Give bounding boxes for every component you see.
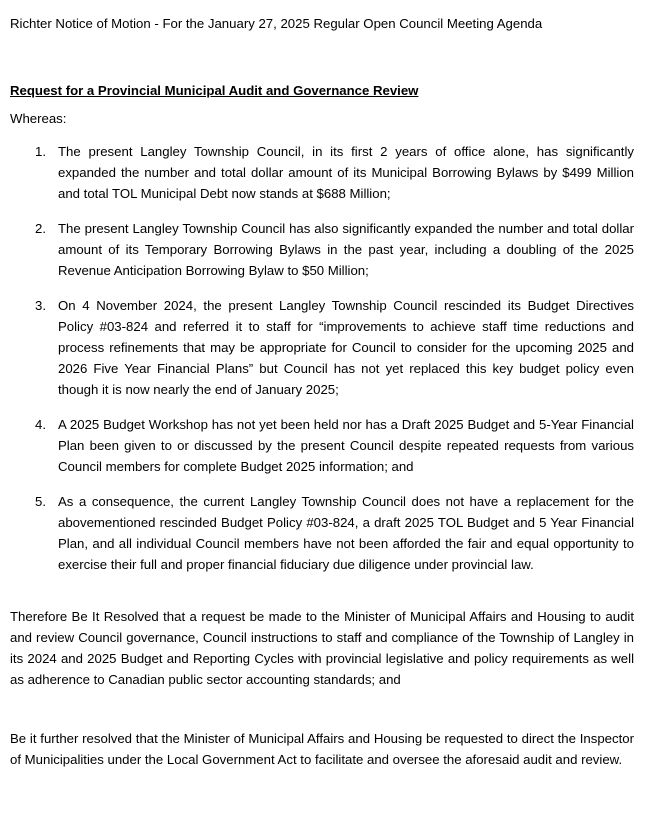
whereas-clause-1 [35, 141, 634, 204]
whereas-clause-2 [35, 218, 634, 281]
whereas-clause-5 [35, 491, 634, 575]
resolution-further-paragraph: Be it further resolved that the Minister of Municipal Affairs and Housing be requested to direct the Inspector of Municipalities under the Local Government Act to facilitate and oversee the aforesaid audit and review. [10, 731, 634, 767]
clause-number: 4. [35, 417, 46, 432]
clause-text: The present Langley Township Council has also significantly expanded the number and total dollar amount of its Temporary Borrowing Bylaws in the past year, including a doubling of the 2025 Revenue Anticipation Borrowing Bylaw to $50 Million; [58, 221, 634, 278]
clause-number: 1. [35, 144, 46, 159]
whereas-label: Whereas: [10, 111, 67, 126]
clause-text: The present Langley Township Council, in its first 2 years of office alone, has significantly expanded the number and total dollar amount of its Municipal Borrowing Bylaws by $499 Million and total TOL Municipal Debt now stands at $688 Million; [58, 144, 634, 201]
section-heading: Request for a Provincial Municipal Audit and Governance Review [10, 83, 419, 98]
document-title: Richter Notice of Motion - For the January 27, 2025 Regular Open Council Meeting Agenda [10, 16, 543, 31]
clause-text: On 4 November 2024, the present Langley Township Council rescinded its Budget Directives Policy #03-824 and referred it to staff for “improvements to achieve staff time reductions and process refinements that may be appropriate for Council to consider for the upcoming 2025 and 2026 Five Year Financial Plans” but Council has not yet replaced this key budget policy even though it is now nearly the end of January 2025; [58, 298, 634, 397]
clause-text: A 2025 Budget Workshop has not yet been held nor has a Draft 2025 Budget and 5-Year Financial Plan been given to or discussed by the present Council despite repeated requests from various Council members for complete Budget 2025 information; and [58, 417, 634, 474]
clause-number: 2. [35, 221, 46, 236]
whereas-clause-list [35, 141, 634, 575]
whereas-clause-3 [35, 295, 634, 400]
clause-text: As a consequence, the current Langley Township Council does not have a replacement for the abovementioned rescinded Budget Policy #03-824, a draft 2025 TOL Budget and 5 Year Financial Plan, and all individual Council members have not been afforded the fair and equal opportunity to exercise their full and proper financial fiduciary due diligence under provincial law. [58, 494, 634, 572]
clause-number: 5. [35, 494, 46, 509]
whereas-clause-4 [35, 414, 634, 477]
clause-number: 3. [35, 298, 46, 313]
resolution-therefore-paragraph: Therefore Be It Resolved that a request be made to the Minister of Municipal Affairs and Housing to audit and review Council governance, Council instructions to staff and compliance of the Township of Langley in its 2024 and 2025 Budget and Reporting Cycles with provincial legislative and policy requirements as well as adherence to Canadian public sector accounting standards; and [10, 609, 634, 687]
